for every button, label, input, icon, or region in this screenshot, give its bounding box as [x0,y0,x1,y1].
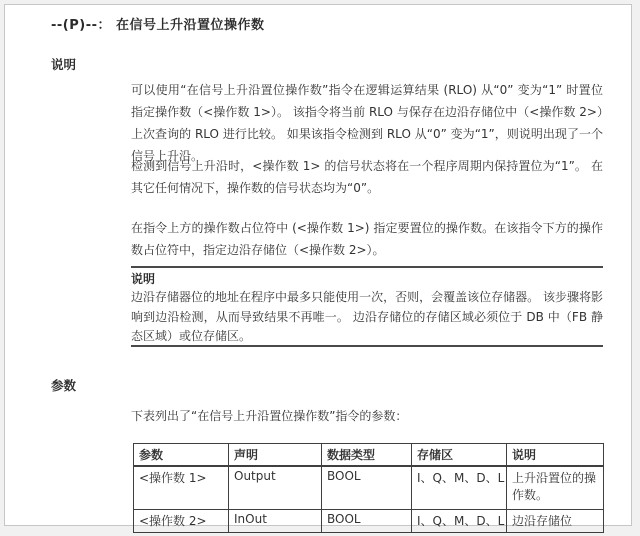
cell-operand1-name: <操作数 1> [134,466,229,510]
section-heading-parameters: 参数 [51,378,77,393]
section-heading-description: 说明 [51,57,77,72]
header-cell-parameter: 参数 [134,444,229,467]
page-title: --(P)--： 在信号上升沿置位操作数 [51,18,265,33]
header-cell-declaration: 声明 [229,444,322,467]
cell-operand2-memoryarea: I、Q、M、D、L [412,510,507,533]
note-body: 边沿存储器位的地址在程序中最多只能使用一次，否则，会覆盖该位存储器。 该步骤将影响到边沿检测，从而导致结果不再唯一。 边沿存储位的存储区域必须位于 DB 中（FB 静态区域）或位存储区。 [131,290,603,343]
cell-operand1-memoryarea: I、Q、M、D、L [412,466,507,510]
cell-operand2-datatype: BOOL [322,510,412,533]
note-block [131,266,603,347]
table-row [134,466,604,510]
cell-operand1-datatype: BOOL [322,466,412,510]
parameters-intro: 下表列出了“在信号上升沿置位操作数”指令的参数： [131,409,408,423]
table-header-row [134,444,604,467]
header-cell-description: 说明 [507,444,604,467]
cell-operand2-description: 边沿存储位 [507,510,604,533]
header-cell-datatype: 数据类型 [322,444,412,467]
cell-operand2-name: <操作数 2> [134,510,229,533]
description-paragraph-1: 可以使用“在信号上升沿置位操作数”指令在逻辑运算结果 (RLO) 从“0” 变为“1” 时置位指定操作数（<操作数 1>）。 该指令将当前 RLO 与保存在边沿存储位中（<操作数 2>）上次查询的 RLO 进行比较。 如果该指令检测到 RLO 从“0” 变为“1”，则说明出现了一个信号上升沿。 [131,83,603,163]
parameters-table [133,443,604,533]
cell-operand2-declaration: InOut [229,510,322,533]
description-paragraph-2: 检测到信号上升沿时，<操作数 1> 的信号状态将在一个程序周期内保持置位为“1”。 在其它任何情况下，操作数的信号状态均为“0”。 [131,159,603,195]
description-paragraph-3: 在指令上方的操作数占位符中 (<操作数 1>) 指定要置位的操作数。在该指令下方的操作数占位符中，指定边沿存储位（<操作数 2>）。 [131,221,603,257]
cell-operand1-description: 上升沿置位的操作数。 [507,466,604,510]
header-cell-memoryarea: 存储区 [412,444,507,467]
table-row [134,510,604,533]
document-page [4,4,632,526]
note-heading: 说明 [131,272,156,286]
cell-operand1-declaration: Output [229,466,322,510]
